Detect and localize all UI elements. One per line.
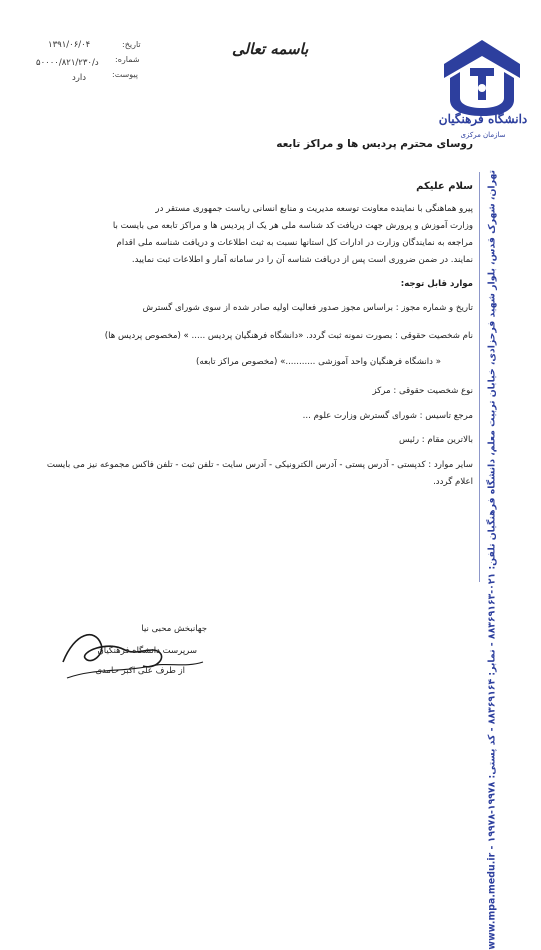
recipient-line: روسای محترم پردیس ها و مراکز تابعه xyxy=(276,138,473,150)
note-item: بالاترین مقام : رئیس xyxy=(398,435,473,445)
attachment-value: دارد xyxy=(72,73,87,83)
date-value: ۱۳۹۱/۰۶/۰۴ xyxy=(48,40,91,50)
number-label: شماره: xyxy=(115,55,140,64)
logo-subtitle: سازمان مرکزی xyxy=(460,131,506,139)
sidebar-divider xyxy=(479,172,480,582)
bismillah-heading: باسمه تعالی xyxy=(232,40,309,58)
signature-block xyxy=(55,622,215,694)
paragraph-line: وزارت آموزش و پرورش جهت دریافت کد شناسه ملی هر یک از پردیس ها و مراکز تابعه می بایست با xyxy=(112,221,473,231)
attachment-label: پیوست: xyxy=(112,70,139,79)
signer-on-behalf: از طرف علی اکبر حامدی xyxy=(95,666,185,676)
greeting-line: سلام علیکم xyxy=(416,181,473,192)
sidebar-address: تهران، شهرک قدس، بلوار شهید فرحزادی، خیابان تربیت معلم، دانشگاه فرهنگیان تلفن: ۰۲۱-۸۸۳۶۹۱۶۳ - نمابر: ۸۸۳۶۹۱۶۴ - کد پستی: ۱۹۹۷۸-۱۹۹۷۸ - www.mpa.medu.ir xyxy=(486,170,498,950)
logo-emblem-icon xyxy=(440,38,524,118)
note-item: سایر موارد : کدپستی - آدرس پستی - آدرس الکترونیکی - آدرس سایت - تلفن ثبت - تلفن فاکس مجموعه نیز می بایست xyxy=(46,460,473,470)
logo-name: دانشگاه فرهنگیان xyxy=(438,112,528,126)
paragraph-line: پیرو هماهنگی با نماینده معاونت توسعه مدیریت و منابع انسانی ریاست جمهوری مستقر در xyxy=(155,204,473,214)
note-item: مرجع تاسیس : شورای گسترش وزارت علوم ... xyxy=(302,411,473,421)
note-item: « دانشگاه فرهنگیان واحد آموزشی ...........» (مخصوص مراکز تابعه) xyxy=(196,357,441,367)
notes-title: موارد قابل توجه: xyxy=(400,279,473,289)
note-item: نوع شخصیت حقوقی : مرکز xyxy=(372,386,473,396)
signer-title: سرپرست دانشگاه فرهنگیان xyxy=(97,646,197,656)
date-label: تاریخ: xyxy=(122,40,141,49)
note-item: نام شخصیت حقوقی : بصورت نمونه ثبت گردد. «دانشگاه فرهنگیان پردیس ..... » (مخصوص پردیس ها) xyxy=(104,331,473,341)
number-value: ۵۰۰۰۰/۸۲۱/۲۳۰/د xyxy=(36,58,99,68)
note-item: اعلام گردد. xyxy=(433,477,473,487)
signer-name: جهانبخش محبی نیا xyxy=(141,624,207,634)
paragraph-line: مراجعه به نمایندگان وزارت در ادارات کل استانها نسبت به ثبت اطلاعات و دریافت شناسه ملی اقدام xyxy=(116,238,473,248)
note-item: تاریخ و شماره مجوز : براساس مجوز صدور فعالیت اولیه صادر شده از سوی شورای گسترش xyxy=(142,303,473,313)
paragraph-line: نمایند. در ضمن ضروری است پس از دریافت شناسه آن را در سامانه آمار و اطلاعات ثبت نمایید. xyxy=(131,255,473,265)
